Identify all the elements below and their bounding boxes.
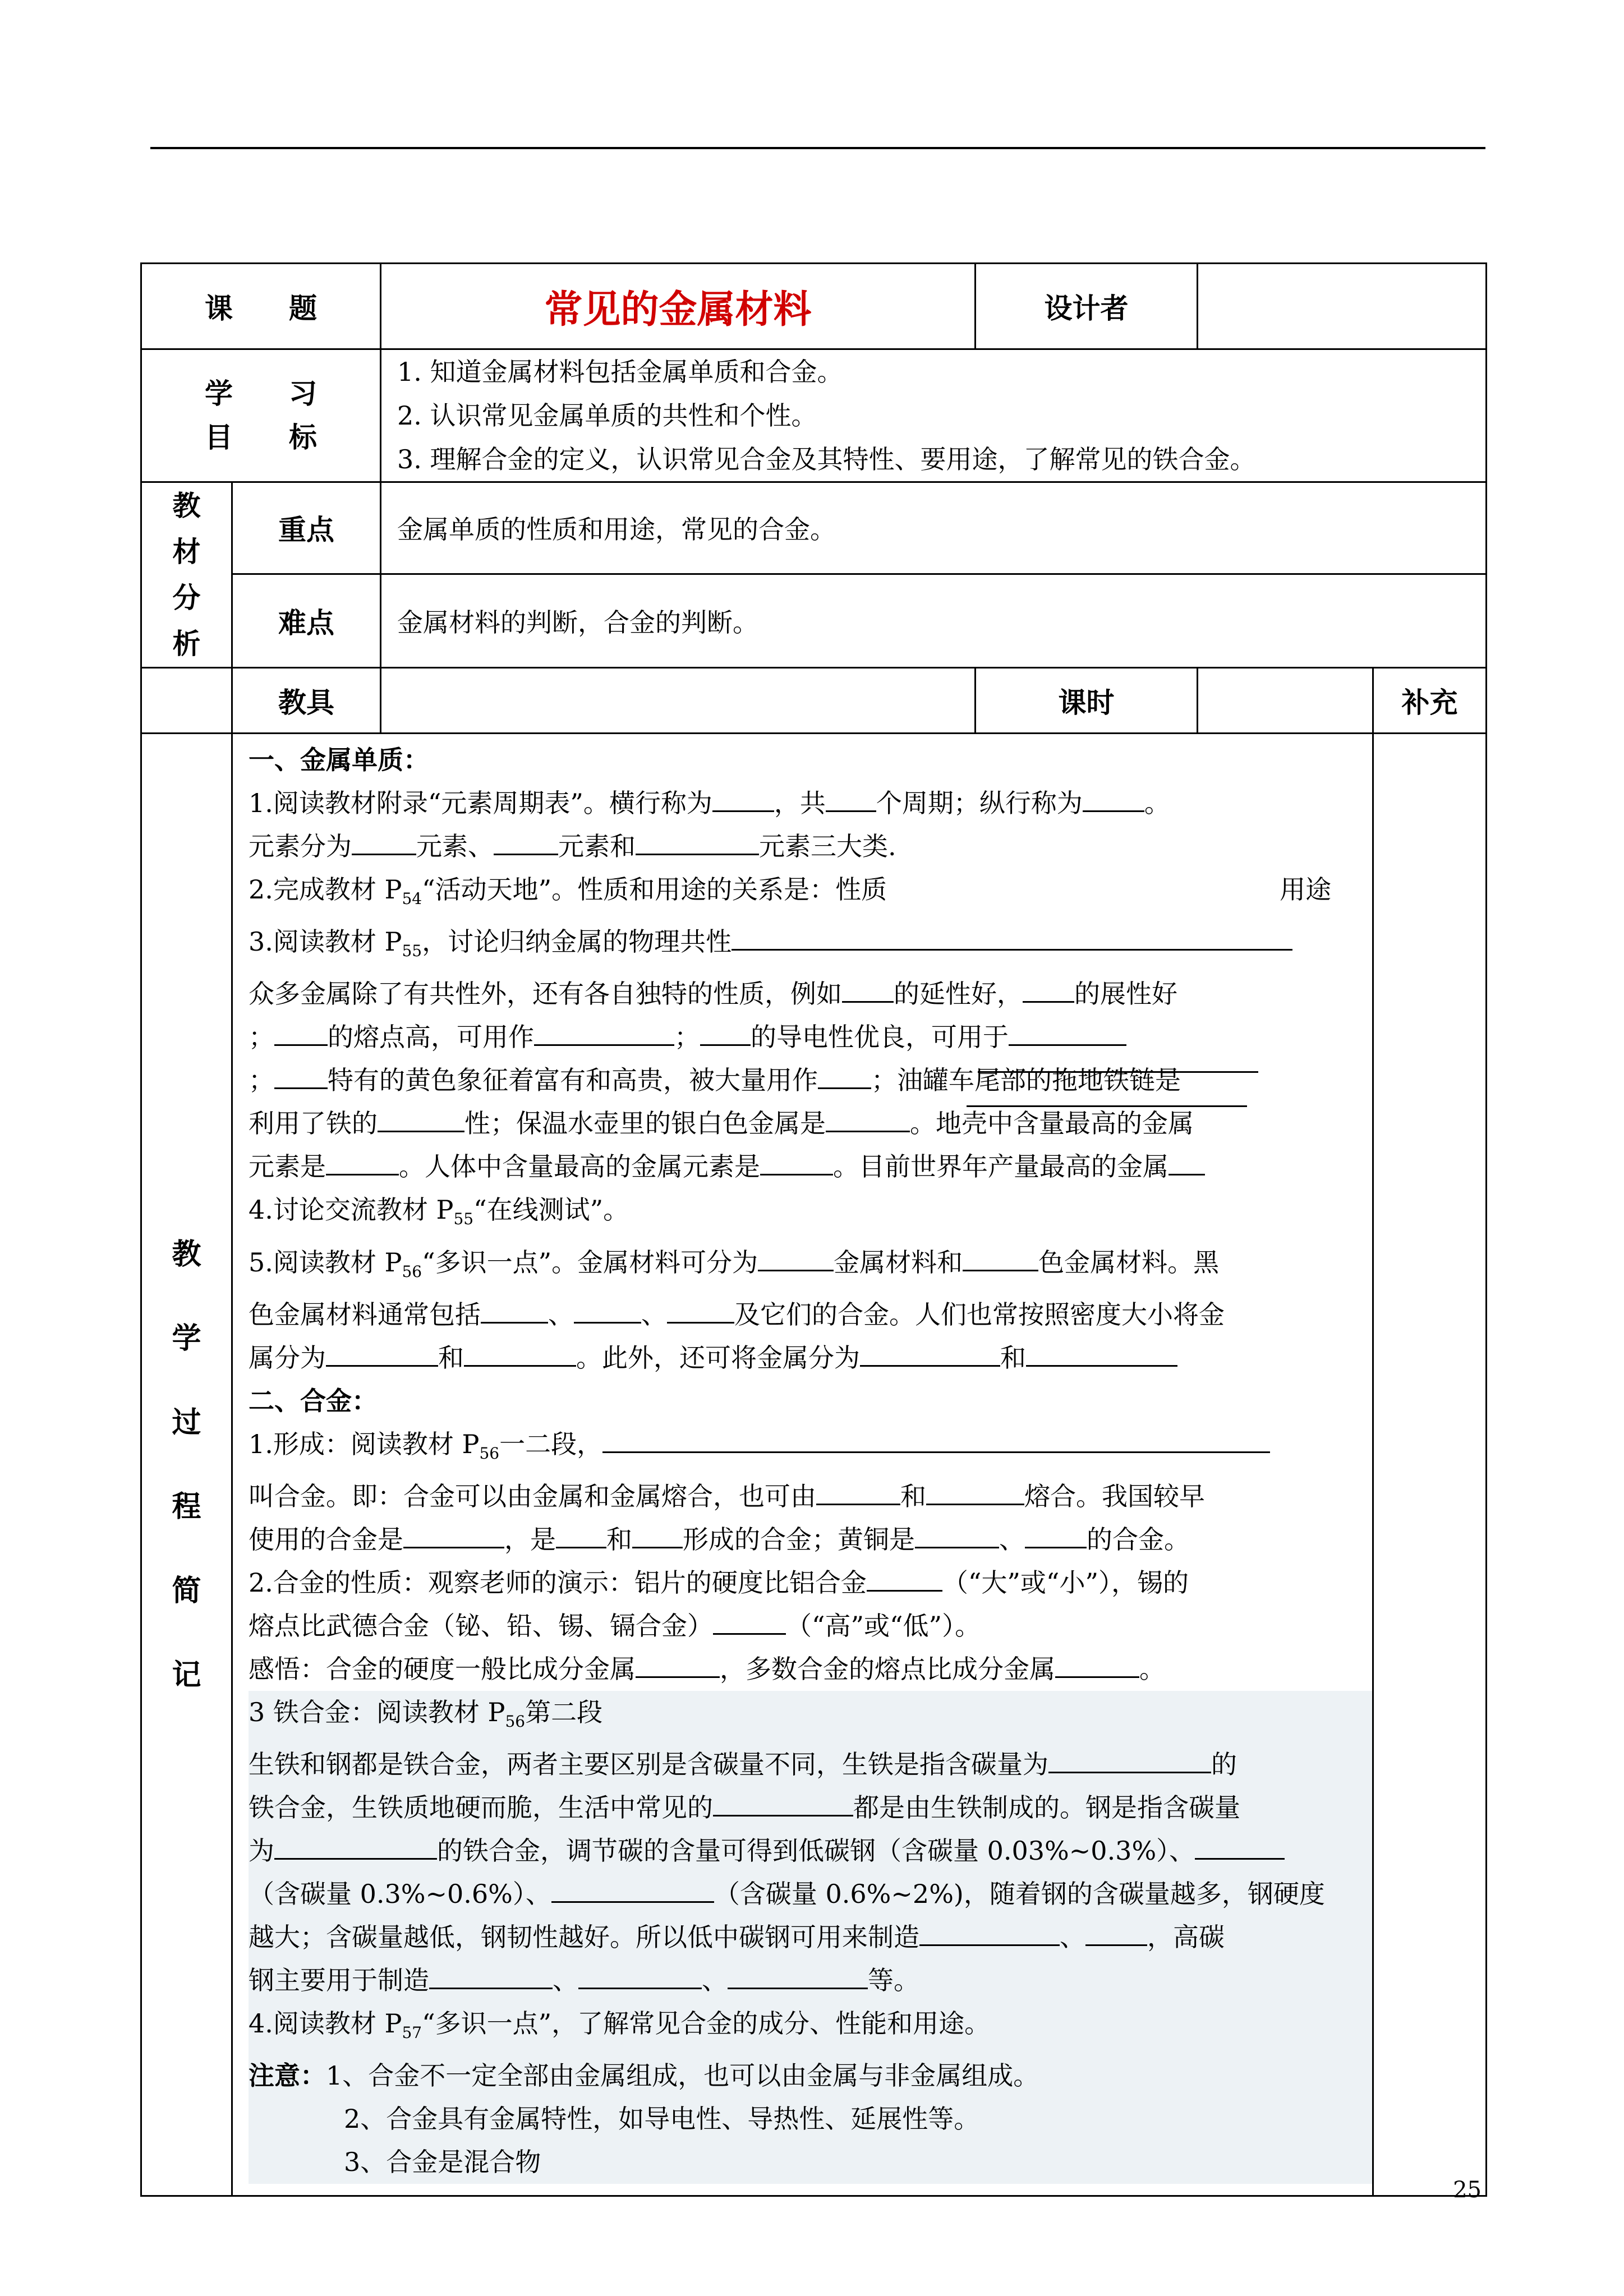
text: 铁合金，生铁质地硬而脆，生活中常见的 [249, 1792, 713, 1823]
process-content [232, 734, 1373, 2196]
lesson-plan-table [140, 262, 1487, 2197]
blank [867, 1569, 942, 1592]
text: 使用的合金是 [249, 1524, 403, 1555]
supplement-label: 补充 [1373, 668, 1487, 734]
blank [352, 832, 416, 855]
line-m3 [249, 1518, 1363, 1561]
blank [926, 1482, 1024, 1505]
goal-item: 2. 认识常见金属单质的共性和个性。 [397, 400, 817, 431]
text: ，讨论归纳金属的物理共性 [422, 926, 732, 957]
text: 的铁合金，调节碳的含量可得到低碳钢（含碳量 0.03%~0.3%）、 [437, 1836, 1195, 1866]
text: 5.阅读教材 P [249, 1247, 402, 1278]
line-7 [249, 1059, 1363, 1102]
analysis-char: 析 [172, 628, 201, 660]
text: 第二段 [525, 1696, 603, 1727]
header-rule [150, 147, 1485, 149]
line-note3: 3、合金是混合物 [344, 2147, 541, 2178]
blank [732, 928, 1292, 951]
blank [574, 1301, 641, 1324]
text: 4.讨论交流教材 P [249, 1195, 454, 1225]
line-n4 [249, 1829, 1363, 1873]
text: 、 [702, 1965, 728, 1996]
process-char: 教 [172, 1237, 201, 1271]
blank [464, 1344, 576, 1367]
supplement-column [1373, 734, 1487, 2196]
text: 熔合。我国较早 [1024, 1481, 1205, 1511]
line-n5 [249, 1873, 1363, 1916]
topic-label: 课 题 [141, 264, 381, 349]
line-4 [249, 920, 1363, 972]
line-3 [249, 868, 1363, 920]
text: 。 [1144, 788, 1170, 818]
text: 。此外，还可将金属分为 [576, 1342, 860, 1373]
analysis-char: 分 [172, 582, 201, 614]
text: 2.完成教材 P [249, 874, 402, 905]
line-5 [249, 972, 1363, 1016]
section1-heading: 一、金属单质： [249, 745, 429, 775]
text: 1.阅读教材附录“元素周期表”。横行称为 [249, 788, 712, 818]
line-note2: 2、合金具有金属特性，如导电性、导热性、延展性等。 [344, 2104, 980, 2134]
subscript: 56 [402, 1262, 422, 1281]
blank [602, 1430, 1270, 1453]
text: “在线测试”。 [473, 1195, 629, 1225]
blank [534, 1023, 674, 1046]
text: 、 [1060, 1922, 1085, 1953]
blank [713, 1794, 853, 1816]
text: 叫合金。即：合金可以由金属和金属熔合，也可由 [249, 1481, 816, 1511]
blank [728, 1966, 868, 1989]
blank [578, 1966, 702, 1989]
blank [816, 1482, 900, 1505]
blank [758, 1248, 834, 1271]
goal-item: 3. 理解合金的定义，认识常见合金及其特性、要用途，了解常见的铁合金。 [397, 444, 1256, 474]
blank [556, 1525, 606, 1548]
blank [1085, 1923, 1147, 1946]
blank [712, 789, 774, 812]
text: 元素三大类. [759, 831, 896, 861]
text: 和 [438, 1342, 464, 1373]
text: 及它们的合金。人们也常按照密度大小将金 [734, 1299, 1225, 1330]
section2-heading: 二、合金： [249, 1385, 378, 1416]
line-n8 [249, 2002, 1363, 2054]
line-8 [249, 1102, 1363, 1145]
blank [636, 1655, 720, 1678]
text: 1.形成：阅读教材 P [249, 1428, 480, 1459]
page-number: 25 [1453, 2177, 1482, 2203]
key-text: 金属单质的性质和用途，常见的合金。 [381, 482, 1487, 574]
text: 元素是 [249, 1151, 326, 1182]
text: ，共 [774, 788, 826, 818]
text: 个周期；纵行称为 [876, 788, 1083, 818]
text: （含碳量 0.6%~2%)，随着钢的含碳量越多，钢硬度 [714, 1879, 1325, 1910]
text: 越大；含碳量越低，钢韧性越好。所以低中碳钢可用来制造 [249, 1922, 919, 1953]
designer-label: 设计者 [976, 264, 1198, 349]
blank [274, 1066, 328, 1089]
text: 、 [641, 1299, 667, 1330]
blank [826, 1109, 910, 1132]
line-1 [249, 782, 1363, 825]
arrow-right-icon [978, 1071, 1258, 1073]
blank [551, 1880, 714, 1903]
arrow-left-icon [967, 1105, 1247, 1107]
blank [403, 1525, 504, 1548]
blank [818, 1066, 871, 1089]
text: ，多数合金的熔点比成分金属 [720, 1653, 1055, 1684]
text: 元素和 [558, 831, 636, 861]
line-note1 [249, 2054, 1363, 2097]
process-char: 程 [172, 1490, 201, 1524]
key-row [141, 482, 1487, 574]
tools-row [141, 668, 1487, 734]
line-m2 [249, 1475, 1363, 1518]
blank [274, 1023, 328, 1046]
process-char: 简 [172, 1574, 201, 1608]
text: 特有的黄色象征着富有和高贵，被大量用作 [328, 1065, 818, 1096]
process-row [141, 734, 1487, 2196]
line-2 [249, 825, 1363, 868]
text: “活动天地”。性质和用途的关系是：性质 [422, 874, 887, 905]
designer-value [1198, 264, 1487, 349]
text: 熔点比武德合金（铋、铅、锡、镉合金） [249, 1610, 713, 1641]
line-11 [249, 1241, 1363, 1293]
analysis-char: 教 [172, 490, 201, 522]
text: 属分为 [249, 1342, 326, 1373]
line-9 [249, 1145, 1363, 1188]
blank [1168, 1152, 1205, 1175]
blank [842, 980, 894, 1003]
text: 1、合金不一定全部由金属组成，也可以由金属与非金属组成。 [326, 2060, 1039, 2091]
line-n1 [249, 1691, 1363, 1743]
goals-list [381, 349, 1487, 482]
subscript: 54 [402, 889, 422, 909]
text: 、 [999, 1524, 1025, 1555]
difficult-row [141, 574, 1487, 667]
blank [1195, 1837, 1285, 1860]
goals-label-line1: 学 习 [205, 377, 317, 410]
difficult-text: 金属材料的判断，合金的判断。 [381, 574, 1487, 667]
blank [326, 1344, 438, 1367]
text: ；油罐车尾部的拖地铁链是 [871, 1065, 1181, 1096]
difficult-label: 难点 [232, 574, 381, 667]
text: 都是由生铁制成的。钢是指含碳量 [853, 1792, 1240, 1823]
blank [481, 1301, 548, 1324]
key-label: 重点 [232, 482, 381, 574]
line-n6 [249, 1916, 1363, 1959]
text: 4.阅读教材 P [249, 2008, 402, 2039]
text: 。地壳中含量最高的金属 [910, 1108, 1194, 1139]
text: 、 [553, 1965, 578, 1996]
text: 感悟：合金的硬度一般比成分金属 [249, 1653, 636, 1684]
blank [326, 1152, 399, 1175]
text: 。 [1139, 1653, 1165, 1684]
blank [667, 1301, 734, 1324]
blank [919, 1923, 1060, 1946]
text: “多识一点”，了解常见合金的成分、性能和用途。 [422, 2008, 991, 2039]
text: ； [674, 1022, 700, 1053]
header-row [141, 264, 1487, 349]
tools-spacer [141, 668, 232, 734]
text: 色金属材料。黑 [1038, 1247, 1220, 1278]
text: 用途 [1280, 874, 1332, 905]
text: ； [249, 1022, 274, 1053]
line-m5 [249, 1605, 1363, 1648]
blank [700, 1023, 751, 1046]
blank [429, 1966, 553, 1989]
text: 的 [1211, 1749, 1237, 1780]
process-char: 记 [172, 1658, 201, 1692]
blank [826, 789, 876, 812]
line-6 [249, 1016, 1363, 1059]
process-char: 学 [172, 1321, 201, 1356]
text: 众多金属除了有共性外，还有各自独特的性质，例如 [249, 979, 842, 1009]
blank [636, 832, 759, 855]
text: 形成的合金；黄铜是 [683, 1524, 915, 1555]
blank [632, 1525, 683, 1548]
text: 。目前世界年产量最高的金属 [833, 1151, 1168, 1182]
text: ； [249, 1065, 274, 1096]
analysis-char: 材 [172, 536, 201, 568]
line-10 [249, 1188, 1363, 1241]
text: （含碳量 0.3%~0.6%）、 [249, 1879, 551, 1910]
line-12 [249, 1293, 1363, 1336]
text: 、 [548, 1299, 574, 1330]
text: 的展性好 [1074, 979, 1177, 1009]
line-m6 [249, 1648, 1363, 1691]
text: 的熔点高，可用作 [328, 1022, 534, 1053]
text: （“大”或“小”），锡的 [942, 1567, 1189, 1598]
blank [760, 1152, 833, 1175]
text: 的合金。 [1087, 1524, 1190, 1555]
line-13 [249, 1336, 1363, 1380]
text: 性；保温水壶里的银白色金属是 [464, 1108, 826, 1139]
text: 3 铁合金：阅读教材 P [249, 1696, 505, 1727]
blank [274, 1837, 437, 1860]
text: 3.阅读教材 P [249, 926, 402, 957]
tools-value [381, 668, 976, 734]
text: 钢主要用于制造 [249, 1965, 429, 1996]
process-char: 过 [172, 1405, 201, 1440]
hours-label: 课时 [976, 668, 1198, 734]
blank [1009, 1023, 1126, 1046]
blank [378, 1109, 464, 1132]
blank [963, 1248, 1038, 1271]
blank [1025, 1525, 1087, 1548]
text: 色金属材料通常包括 [249, 1299, 481, 1330]
text: 的导电性优良，可用于 [751, 1022, 1009, 1053]
blank [860, 1344, 1000, 1367]
goals-row [141, 349, 1487, 482]
text: 和 [606, 1524, 632, 1555]
text: “多识一点”。金属材料可分为 [422, 1247, 758, 1278]
text: 2.合金的性质：观察老师的演示：铝片的硬度比铝合金 [249, 1567, 867, 1598]
blank [1055, 1655, 1139, 1678]
text: （“高”或“低”）。 [786, 1610, 981, 1641]
text: 为 [249, 1836, 274, 1866]
text: ，高碳 [1147, 1922, 1225, 1953]
line-m4 [249, 1561, 1363, 1605]
analysis-side-label [141, 482, 232, 668]
subscript: 56 [505, 1712, 526, 1731]
lesson-title: 常见的金属材料 [381, 264, 976, 349]
line-n2 [249, 1743, 1363, 1786]
blank [713, 1612, 786, 1635]
text: 元素、 [416, 831, 494, 861]
blank [915, 1525, 999, 1548]
text: 生铁和钢都是铁合金，两者主要区别是含碳量不同，生铁是指含碳量为 [249, 1749, 1048, 1780]
goals-label-line2: 目 标 [205, 421, 317, 454]
subscript: 56 [479, 1444, 500, 1463]
iron-alloy-section [249, 1691, 1372, 2184]
blank [1048, 1750, 1211, 1773]
subscript: 55 [453, 1210, 474, 1229]
note-label: 注意： [249, 2060, 326, 2091]
text: 的延性好， [894, 979, 1023, 1009]
line-n7 [249, 1959, 1363, 2002]
subscript: 57 [402, 2023, 422, 2043]
hours-value [1198, 668, 1373, 734]
text: 等。 [868, 1965, 919, 1996]
text: 利用了铁的 [249, 1108, 378, 1139]
text: 和 [900, 1481, 926, 1511]
line-n3 [249, 1786, 1363, 1829]
text: 一二段， [499, 1428, 603, 1459]
text: 元素分为 [249, 831, 352, 861]
blank [1023, 980, 1074, 1003]
subscript: 55 [402, 942, 422, 961]
line-m1 [249, 1423, 1363, 1475]
text: 和 [1000, 1342, 1026, 1373]
goal-item: 1. 知道金属材料包括金属单质和合金。 [397, 357, 843, 387]
blank [494, 832, 558, 855]
process-side-label [141, 734, 232, 2196]
text: 。人体中含量最高的金属元素是 [399, 1151, 760, 1182]
text: 金属材料和 [834, 1247, 963, 1278]
blank [1083, 789, 1144, 812]
text: ，是 [504, 1524, 556, 1555]
goals-label [141, 349, 381, 482]
blank [1026, 1344, 1177, 1367]
tools-label: 教具 [232, 668, 381, 734]
